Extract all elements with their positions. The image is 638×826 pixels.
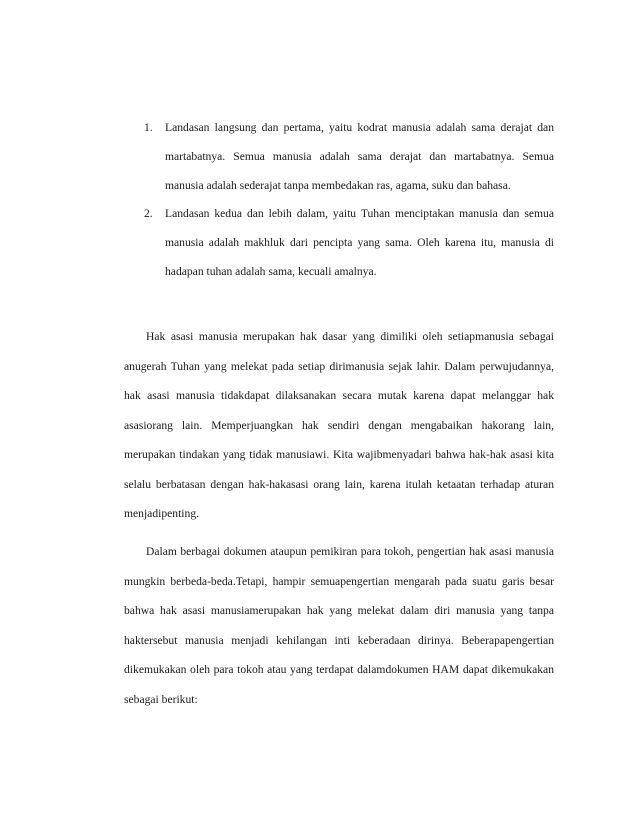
- list-marker: 1.: [144, 121, 153, 134]
- list-item-text: Landasan kedua dan lebih dalam, yaitu Tuhan menciptakan manusia dan semua manusia adalah makhluk dari pencipta yang sama. Oleh karena itu, manusia di hadapan tuhan adalah sama, kecuali amalnya.: [165, 207, 554, 278]
- list-marker: 2.: [144, 207, 153, 221]
- numbered-list: [144, 114, 554, 287]
- body-paragraph: Dalam berbagai dokumen ataupun pemikiran para tokoh, pengertian hak asasi manusia mungkin berbeda-beda.Tetapi, hampir semuapengertian mengarah pada suatu garis besar bahwa hak asasi manusiamerupakan hak yang melekat dalam diri manusia yang tanpa haktersebut manusia menjadi kehilangan inti keberadaan dirinya. Beberapapengertian dikemukakan oleh para tokoh atau yang terdapat dalamdokumen HAM dapat dikemukakan sebagai berikut:: [124, 545, 554, 706]
- list-item: [144, 200, 554, 286]
- list-item: [144, 114, 554, 200]
- list-item-text: Landasan langsung dan pertama, yaitu kodrat manusia adalah sama derajat dan martabatnya. Semua manusia adalah sama derajat dan martabatnya. Semua manusia adalah sederajat tanpa membedakan ras, agama, suku dan bahasa.: [165, 121, 554, 192]
- body-paragraph: Hak asasi manusia merupakan hak dasar yang dimiliki oleh setiapmanusia sebagai anugerah Tuhan yang melekat pada setiap dirimanusia sejak lahir. Dalam perwujudannya, hak asasi manusia tidakdapat dilaksanakan secara mutak karena dapat melanggar hak asasiorang lain. Memperjuangkan hak sendiri dengan mengabaikan hakorang lain, merupakan tindakan yang tidak manusiawi. Kita wajibmenyadari bahwa hak-hak asasi kita selalu berbatasan dengan hak-hakasasi orang lain, karena itulah ketaatan terhadap aturan menjadipenting.: [124, 330, 554, 520]
